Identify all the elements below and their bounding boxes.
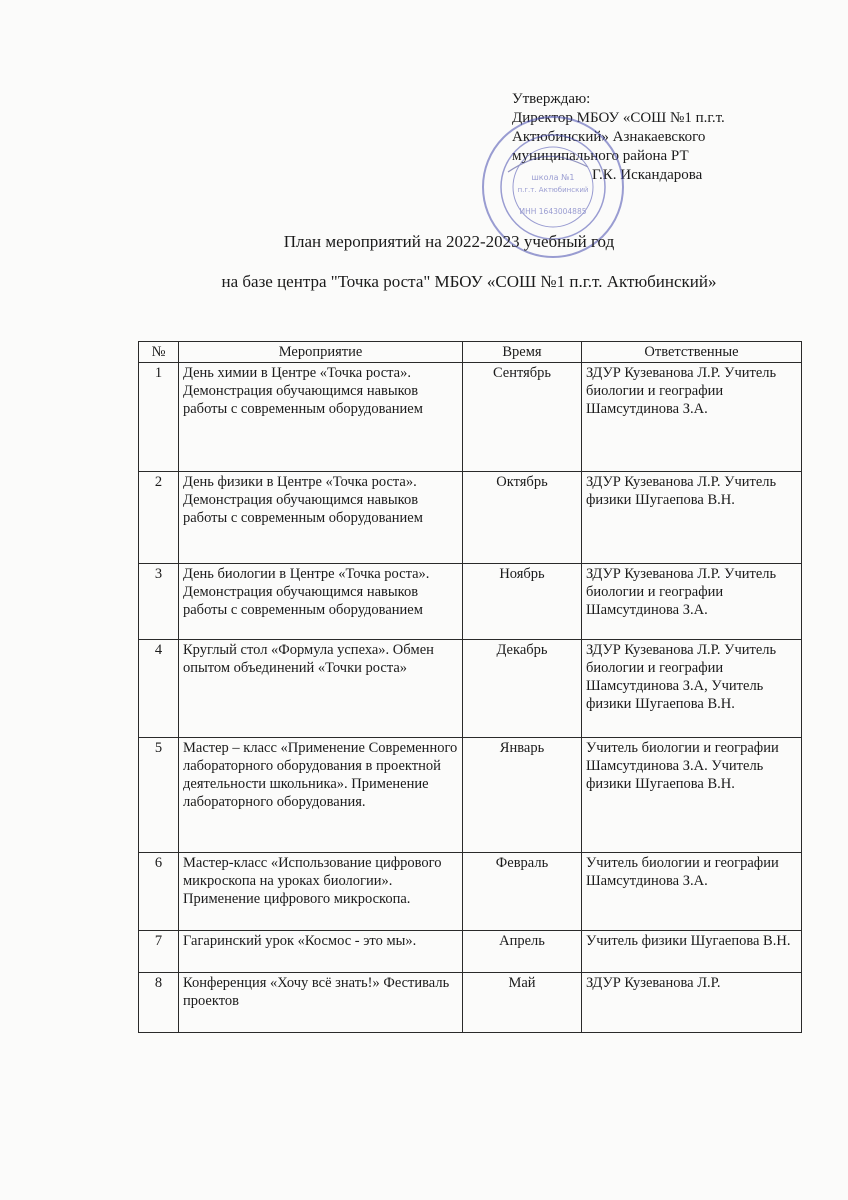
row-number: 3 <box>139 564 179 640</box>
row-number: 8 <box>139 973 179 1033</box>
table-row <box>139 931 802 973</box>
page-subtitle: на базе центра "Точка роста" МБОУ «СОШ №1 п.г.т. Актюбинский» <box>221 272 717 291</box>
row-number: 6 <box>139 853 179 931</box>
row-time: Ноябрь <box>463 564 582 640</box>
row-responsible: ЗДУР Кузеванова Л.Р. Учитель физики Шугаепова В.Н. <box>582 472 802 564</box>
stamp-center-text: школа №1 <box>531 173 575 182</box>
row-time: Декабрь <box>463 640 582 738</box>
row-responsible: Учитель физики Шугаепова В.Н. <box>582 931 802 973</box>
row-time: Сентябрь <box>463 363 582 472</box>
header-event: Мероприятие <box>179 342 463 363</box>
approval-position-cont: Актюбинский» Азнакаевского <box>512 129 706 145</box>
row-time: Февраль <box>463 853 582 931</box>
table-row <box>139 738 802 853</box>
table-row <box>139 640 802 738</box>
row-time: Апрель <box>463 931 582 973</box>
row-event: Круглый стол «Формула успеха». Обмен опытом объединений «Точки роста» <box>179 640 463 738</box>
table-row <box>139 853 802 931</box>
table-row <box>139 472 802 564</box>
row-event: Конференция «Хочу всё знать!» Фестиваль проектов <box>179 973 463 1033</box>
row-time: Январь <box>463 738 582 853</box>
row-responsible: ЗДУР Кузеванова Л.Р. Учитель биологии и географии Шамсутдинова З.А. <box>582 363 802 472</box>
approval-position: Директор МБОУ «СОШ №1 п.г.т. <box>512 110 725 126</box>
header-responsible: Ответственные <box>582 342 802 363</box>
row-number: 5 <box>139 738 179 853</box>
row-number: 2 <box>139 472 179 564</box>
row-event: Мастер-класс «Использование цифрового микроскопа на уроках биологии». Применение цифрового микроскопа. <box>179 853 463 931</box>
row-time: Май <box>463 973 582 1033</box>
header-number: № <box>139 342 179 363</box>
table-row <box>139 363 802 472</box>
row-number: 7 <box>139 931 179 973</box>
header-time: Время <box>463 342 582 363</box>
row-event: Мастер – класс «Применение Современного лабораторного оборудования в проектной деятельности школьника». Применение лабораторного оборудования. <box>179 738 463 853</box>
row-responsible: Учитель биологии и географии Шамсутдинова З.А. <box>582 853 802 931</box>
row-responsible: Учитель биологии и географии Шамсутдинова З.А. Учитель физики Шугаепова В.Н. <box>582 738 802 853</box>
page-title: План мероприятий на 2022-2023 учебный год <box>283 232 615 251</box>
row-responsible: ЗДУР Кузеванова Л.Р. Учитель биологии и географии Шамсутдинова З.А. <box>582 564 802 640</box>
row-event: День химии в Центре «Точка роста». Демонстрация обучающимся навыков работы с современным оборудованием <box>179 363 463 472</box>
approval-district: муниципального района РТ <box>512 148 689 164</box>
row-number: 1 <box>139 363 179 472</box>
approval-heading: Утверждаю: <box>512 91 591 107</box>
row-number: 4 <box>139 640 179 738</box>
stamp-center-text-2: п.г.т. Актюбинский <box>517 186 589 194</box>
stamp-inn: ИНН 1643004885 <box>519 207 587 216</box>
table-header-row <box>139 342 802 363</box>
row-event: Гагаринский урок «Космос - это мы». <box>179 931 463 973</box>
row-time: Октябрь <box>463 472 582 564</box>
row-event: День биологии в Центре «Точка роста». Демонстрация обучающимся навыков работы с современным оборудованием <box>179 564 463 640</box>
row-event: День физики в Центре «Точка роста». Демонстрация обучающимся навыков работы с современным оборудованием <box>179 472 463 564</box>
table-row <box>139 564 802 640</box>
row-responsible: ЗДУР Кузеванова Л.Р. Учитель биологии и географии Шамсутдинова З.А, Учитель физики Шугаепова В.Н. <box>582 640 802 738</box>
row-responsible: ЗДУР Кузеванова Л.Р. <box>582 973 802 1033</box>
table-row <box>139 973 802 1033</box>
approval-director-name: Г.К. Искандарова <box>592 167 703 183</box>
events-table <box>138 341 802 1033</box>
